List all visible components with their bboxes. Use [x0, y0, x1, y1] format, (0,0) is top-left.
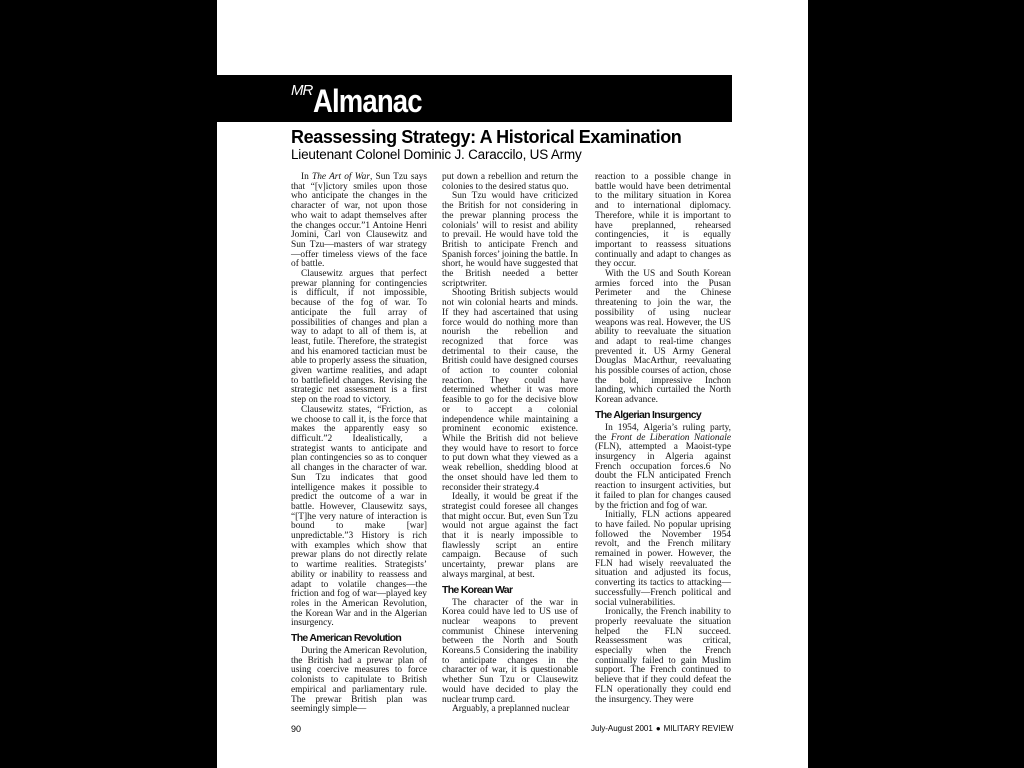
paragraph: Initially, FLN actions appeared to have failed. No popular uprising followed the November 1954 revolt, and the French military remained in power. However, the FLN had wisely reevaluated the situation and adjusted its focus, converting its tactics to attacking—successfully—French political and social vulnerabilities. — [595, 510, 731, 608]
paragraph: During the American Revolution, the British had a prewar plan of using coercive measures to force colonists to capitulate to British empirical and parliamentary rule. The prewar British plan was seemingly simple— — [291, 646, 427, 715]
paragraph: With the US and South Korean armies forced into the Pusan Perimeter and the Chinese threatening to join the war, the possibility of using nuclear weapons was real. However, the US ability to reevaluate the situation and adapt to real-time changes prevented it. US Army General Douglas MacArthur, reevaluating his possible courses of action, chose the bold, impressive Inchon landing, which curtailed the North Korean advance. — [595, 269, 731, 406]
document-page — [217, 0, 808, 768]
text-column-2 — [442, 173, 578, 715]
running-footer — [591, 724, 733, 733]
book-title: The Art of War — [312, 172, 370, 182]
paragraph: In The Art of War, Sun Tzu says that “[v]ictory smiles upon those who anticipate the changes in the character of war, not upon those who wait to adapt themselves after the changes occur.”1 Antoine Henri Jomini, Carl von Clausewitz and Sun Tzu—masters of war strategy—offer timeless views of the face of battle. — [291, 172, 428, 270]
text-column-3 — [595, 173, 731, 705]
section-heading: The Korean War — [442, 583, 513, 596]
paragraph: Clausewitz argues that perfect prewar planning for contingencies is difficult, if not impossible, because of the fog of war. To anticipate the full array of possibilities of changes and plan a way to adapt to all of them is, at least, futile. Therefore, the strategist and his enamored tactician must be able to properly assess the situation, given wartime realities, and adapt to battlefield changes. Revising the strategic net assessment is a first step on the road to victory. — [291, 269, 427, 406]
paragraph: In 1954, Algeria’s ruling party, the Front de Liberation Nationale (FLN), attempted a Maoist-type insurgency in Algeria against French occupation forces.6 No doubt the FLN anticipated French reaction to insurgent activities, but it failed to plan for changes caused by the friction and fog of war. — [595, 422, 731, 511]
paragraph: put down a rebellion and return the colonies to the desired status quo. — [442, 172, 578, 192]
section-heading: The American Revolution — [291, 632, 402, 645]
text-column-1 — [291, 173, 427, 715]
paragraph: Shooting British subjects would not win colonial hearts and minds. If they had ascertained that using force would do nothing more than nourish the rebellion and recognized that force was detrimental to their cause, the British could have designed courses of action to counter colonial reaction. They could have determined whether it was more feasible to go for the decisive blow or to accept a colonial independence while maintaining a prominent economic existence. While the British did not believe they would have to resort to force to put down what they viewed as a weak rebellion, shedding blood at the onset should have led them to reconsider their strategy.4 — [442, 288, 578, 493]
section-title: Almanac — [313, 83, 422, 119]
section-heading: The Algerian Insurgency — [595, 408, 702, 421]
bullet-icon: ● — [655, 724, 661, 733]
almanac-banner — [217, 75, 732, 122]
paragraph: Ironically, the French inability to properly reevaluate the situation helped the FLN succeed. Reassessment was critical, especially when the French continually failed to gain Muslim support. The French continued to believe that if they could defeat the FLN operationally they could end the insurgency. They were — [595, 607, 731, 705]
paragraph: The character of the war in Korea could have led to US use of nuclear weapons to prevent communist Chinese intervening between the North and South Koreans.5 Considering the inability to anticipate changes in the character of war, it is questionable whether Sun Tzu or Clausewitz would have decided to play the nuclear trump card. — [442, 597, 578, 705]
paragraph: reaction to a possible change in battle would have been detrimental to the military situation in Korea and to international diplomacy. Therefore, while it is important to have preplanned, rehearsed contingencies, it is equally important to reassess situations continually and adapt to changes as they occur. — [595, 172, 731, 270]
article-byline: Lieutenant Colonel Dominic J. Caraccilo, US Army — [291, 147, 582, 162]
paragraph: Clausewitz states, “Friction, as we choose to call it, is the force that makes the apparently easy so difficult.”2 Idealistically, a strategist wants to anticipate and plan contingencies so as to conquer all changes in the character of war. Sun Tzu indicates that good intelligence makes it possible to predict the outcome of a war in battle. However, Clausewitz says, “[T]he very nature of interaction is bound to make [war] unpredictable.”3 History is rich with examples which show that prewar plans do not directly relate to wartime realities. Strategists’ ability or inability to reassess and adapt to volatile changes—the friction and fog of war—played key roles in the American Revolution, the Korean War and in the Algerian insurgency. — [291, 404, 427, 629]
page-number: 90 — [291, 724, 302, 734]
organization-name: Front de Liberation Nationale — [610, 432, 731, 443]
issue-date: July-August 2001 — [591, 724, 653, 733]
paragraph: Arguably, a preplanned nuclear — [452, 704, 570, 715]
journal-name: MILITARY REVIEW — [663, 724, 734, 733]
paragraph: Sun Tzu would have criticized the British for not considering in the prewar planning process the colonials’ will to resist and ability to prevail. He would have told the British to anticipate French and Spanish forces’ joining the battle. In short, he would have suggested that the British needed a better scriptwriter. — [442, 191, 578, 289]
article-title: Reassessing Strategy: A Historical Examination — [291, 127, 682, 147]
paragraph: Ideally, it would be great if the strategist could foresee all changes that might occur. But, even Sun Tzu would not argue against the fact that it is nearly impossible to flawlessly script an entire campaign. Because of such uncertainty, prewar plans are always marginal, at best. — [442, 492, 578, 580]
mr-logo: MR — [291, 82, 313, 99]
